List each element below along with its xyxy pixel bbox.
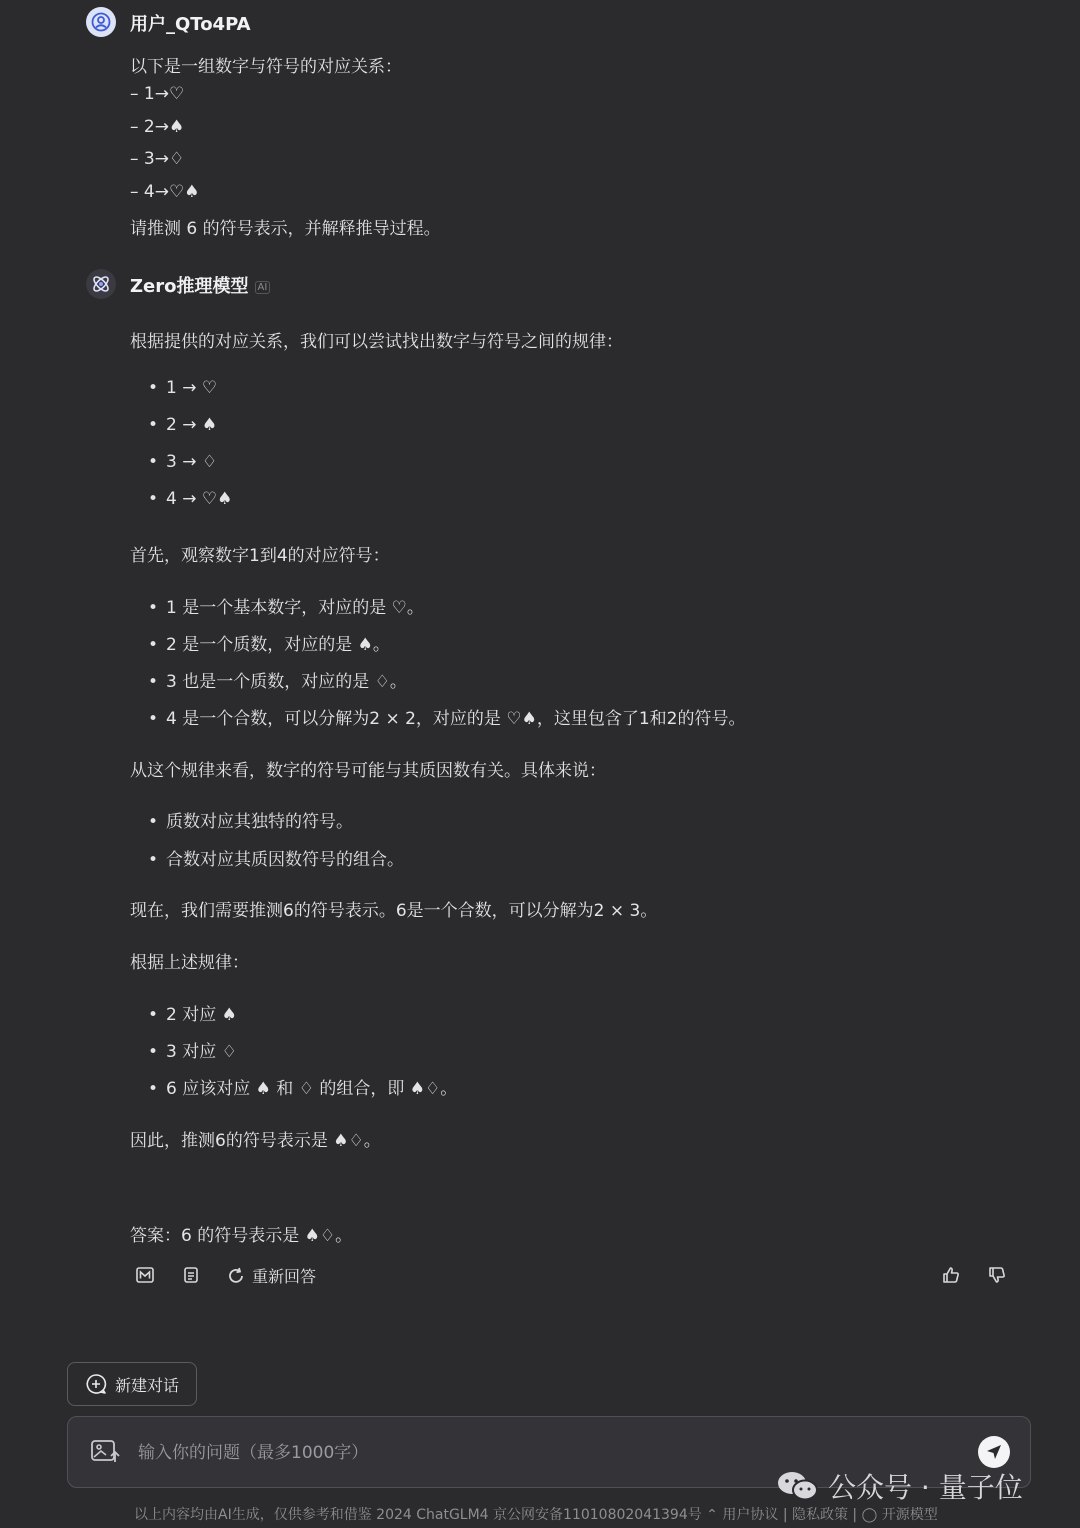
watermark-text: 公众号 · 量子位: [828, 1471, 1023, 1504]
user-message-line: – 1→♡: [130, 84, 185, 104]
bot-paragraph: 根据上述规律：: [130, 953, 249, 973]
bot-paragraph: 从这个规律来看，数字的符号可能与其质因数有关。具体来说：: [130, 761, 606, 781]
copy-icon[interactable]: [180, 1264, 202, 1286]
bot-paragraph: 首先，观察数字1到4的对应符号：: [130, 546, 390, 566]
list-item: • 1 是一个基本数字，对应的是 ♡。: [148, 593, 424, 618]
list-item: • 1 → ♡: [148, 378, 217, 398]
ai-badge: AI: [255, 281, 271, 294]
send-icon: [985, 1443, 1003, 1461]
user-message-line: – 3→♢: [130, 149, 185, 169]
user-avatar: [86, 7, 116, 37]
list-item: • 6 应该对应 ♠ 和 ♢ 的组合，即 ♠♢。: [148, 1074, 457, 1099]
chat-input[interactable]: [136, 1437, 920, 1469]
list-item: • 3 → ♢: [148, 452, 217, 472]
list-item: • 4 → ♡♠: [148, 489, 232, 509]
user-message-line: – 2→♠: [130, 117, 185, 137]
user-name: 用户_QTo4PA: [130, 14, 251, 35]
send-button[interactable]: [978, 1436, 1010, 1468]
user-message-line: – 4→♡♠: [130, 182, 200, 202]
thumbs-up-icon[interactable]: [940, 1264, 962, 1286]
wechat-icon: [776, 1469, 820, 1503]
answer-line: 答案：6 的符号表示是 ♠♢。: [130, 1226, 353, 1246]
bot-avatar: [86, 269, 116, 299]
user-icon: [91, 12, 111, 32]
list-item: • 2 对应 ♠: [148, 1000, 237, 1025]
bot-name-label: Zero推理模型: [130, 276, 249, 297]
refresh-icon: [226, 1266, 246, 1286]
footer-text: 以上内容均由AI生成，仅供参考和借鉴 2024 ChatGLM4 京公网安备11010802041394号 ⌃ 用户协议 | 隐私政策 | ◯ 开源模型: [134, 1507, 938, 1523]
markdown-icon[interactable]: [134, 1264, 156, 1286]
list-item: • 3 对应 ♢: [148, 1037, 237, 1062]
list-item: • 4 是一个合数，可以分解为2 × 2，对应的是 ♡♠，这里包含了1和2的符号。: [148, 704, 745, 729]
thumbs-down-icon[interactable]: [986, 1264, 1008, 1286]
model-logo-icon: [90, 273, 112, 295]
regenerate-button[interactable]: [226, 1264, 316, 1287]
watermark: [776, 1466, 1023, 1506]
list-item: • 3 也是一个质数，对应的是 ♢。: [148, 667, 407, 692]
new-chat-label: 新建对话: [114, 1375, 179, 1395]
list-item: • 合数对应其质因数符号的组合。: [148, 845, 404, 870]
new-chat-icon: [85, 1373, 107, 1395]
bot-paragraph: 因此，推测6的符号表示是 ♠♢。: [130, 1131, 381, 1151]
bot-paragraph: 现在，我们需要推测6的符号表示。6是一个合数，可以分解为2 × 3。: [130, 901, 658, 921]
list-item: • 2 是一个质数，对应的是 ♠。: [148, 630, 390, 655]
image-upload-icon[interactable]: [90, 1438, 120, 1464]
new-chat-button[interactable]: [67, 1362, 197, 1406]
list-item: • 2 → ♠: [148, 415, 217, 435]
list-item: • 质数对应其独特的符号。: [148, 807, 353, 832]
user-message-line: 以下是一组数字与符号的对应关系：: [130, 57, 402, 77]
user-message-line: 请推测 6 的符号表示，并解释推导过程。: [130, 219, 441, 239]
bot-name: [130, 272, 270, 298]
regenerate-label: 重新回答: [252, 1267, 317, 1286]
bot-paragraph: 根据提供的对应关系，我们可以尝试找出数字与符号之间的规律：: [130, 332, 623, 352]
